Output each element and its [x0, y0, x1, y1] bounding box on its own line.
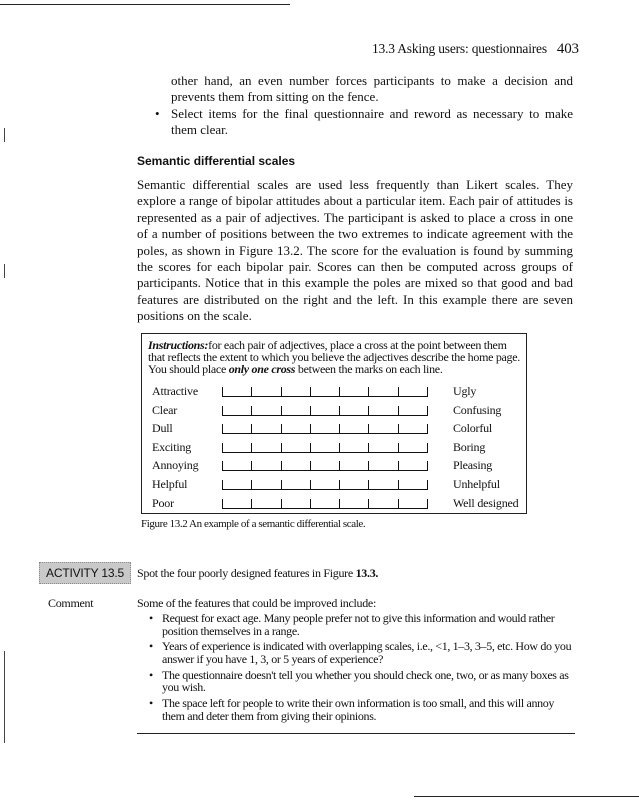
end-rule — [137, 733, 575, 734]
scale-tick — [339, 461, 340, 471]
scale-tick — [281, 387, 282, 397]
comment-intro: Some of the features that could be improved include: — [137, 596, 376, 610]
scale-row — [152, 420, 522, 438]
scale-tick — [427, 424, 428, 434]
scale-tick — [251, 461, 252, 471]
section-title: 13.3 Asking users: questionnaires — [372, 41, 547, 56]
page-number: 403 — [556, 41, 579, 57]
left-adjective: Annoying — [152, 458, 199, 473]
scale-tick — [222, 480, 223, 490]
scale-tick — [339, 406, 340, 416]
intro-bullet — [155, 106, 573, 139]
scale-row — [152, 476, 522, 494]
right-adjective: Pleasing — [453, 458, 493, 473]
scale-tick — [427, 499, 428, 509]
scale-tick — [310, 461, 311, 471]
scale-tick — [368, 480, 369, 490]
left-adjective: Attractive — [152, 384, 198, 398]
scale-tick — [339, 480, 340, 490]
scale-tick — [251, 499, 252, 509]
scale-line[interactable] — [222, 405, 428, 416]
activity-text — [137, 566, 378, 581]
bullet-icon: • — [155, 106, 160, 121]
margin-bar — [4, 128, 5, 142]
scale-tick — [368, 499, 369, 509]
scale-line[interactable] — [222, 386, 428, 397]
scale-tick — [398, 461, 399, 471]
scale-tick — [368, 443, 369, 453]
scale-tick — [222, 461, 223, 471]
scale-tick — [222, 387, 223, 397]
instructions-label: Instructions: — [148, 338, 209, 352]
scale-tick — [398, 387, 399, 397]
bullet-icon: • — [149, 667, 153, 682]
scale-tick — [368, 387, 369, 397]
scale-tick — [398, 480, 399, 490]
margin-bar — [4, 651, 5, 743]
scale-tick — [251, 387, 252, 397]
scale-line[interactable] — [222, 460, 428, 471]
scale-tick — [281, 424, 282, 434]
scale-tick — [398, 424, 399, 434]
right-adjective: Boring — [453, 439, 486, 454]
left-adjective: Clear — [152, 402, 177, 417]
scale-tick — [222, 499, 223, 509]
scale-tick — [251, 406, 252, 416]
left-adjective: Dull — [152, 421, 173, 436]
scale-tick — [398, 443, 399, 453]
left-adjective: Exciting — [152, 439, 192, 454]
scale-tick — [427, 443, 428, 453]
scale-row — [152, 383, 522, 401]
scale-tick — [339, 424, 340, 434]
scale-tick — [398, 499, 399, 509]
scale-row — [152, 457, 522, 475]
scale-tick — [427, 461, 428, 471]
section-heading: Semantic differential scales — [137, 154, 296, 168]
instructions-text: for each pair of adjectives, place a cross at the point between them that reflects the extent to which you believe the adjectives describe the home page. You should place — [148, 338, 520, 377]
list-item: • Years of experience is indicated with overlapping scales, i.e., <1, 1–3, 3–5, etc. How do you answer if you have 1, 3, or 5 years of experience? — [149, 639, 572, 666]
bullet-icon: • — [149, 696, 153, 711]
intro-bullet-text: Select items for the final questionnaire and reword as necessary to make them clear. — [171, 106, 573, 138]
scale-tick — [281, 499, 282, 509]
scale-tick — [368, 424, 369, 434]
scale-tick — [339, 443, 340, 453]
scale-tick — [398, 406, 399, 416]
right-adjective: Colorful — [453, 421, 493, 436]
bullet-icon: • — [149, 639, 153, 654]
scale-tick — [310, 443, 311, 453]
scale-tick — [251, 443, 252, 453]
scale-tick — [427, 406, 428, 416]
running-header — [372, 41, 579, 58]
scale-tick — [281, 406, 282, 416]
comment-label: Comment — [48, 596, 94, 610]
margin-bar — [4, 264, 5, 278]
scale-tick — [281, 461, 282, 471]
scale-row — [152, 495, 522, 513]
comment-list — [149, 612, 575, 726]
scale-tick — [281, 480, 282, 490]
scale-tick — [310, 424, 311, 434]
scale-tick — [368, 406, 369, 416]
scale-tick — [222, 424, 223, 434]
list-item: • The questionnaire doesn't tell you whether you should check one, two, or as many boxes as you wish. — [149, 667, 569, 695]
left-adjective: Poor — [152, 495, 174, 510]
scale-tick — [368, 461, 369, 471]
bullet-icon: • — [149, 611, 153, 625]
activity-figure-ref: 13.3. — [355, 566, 379, 580]
scale-tick — [251, 480, 252, 490]
scale-tick — [251, 424, 252, 434]
scale-line[interactable] — [222, 442, 428, 453]
scale-line[interactable] — [222, 423, 428, 434]
activity-text-plain: Spot the four poorly designed features in Figure — [137, 566, 353, 580]
instructions-text-end: between the marks on each line. — [297, 362, 443, 377]
scale-line[interactable] — [222, 498, 428, 509]
scale-tick — [222, 443, 223, 453]
right-adjective: Confusing — [453, 402, 502, 417]
scale-line[interactable] — [222, 479, 428, 490]
scale-tick — [281, 443, 282, 453]
instructions-emphasis: only one cross — [228, 362, 296, 377]
scale-tick — [222, 406, 223, 416]
top-rule — [0, 4, 290, 5]
left-adjective: Helpful — [152, 477, 188, 491]
bottom-rule — [414, 796, 639, 797]
scale-tick — [427, 480, 428, 490]
right-adjective: Unhelpful — [453, 477, 500, 491]
scale-tick — [310, 406, 311, 416]
right-adjective: Well designed — [453, 495, 519, 510]
intro-continuation: other hand, an even number forces participants to make a decision and prevents them from sitting on the fence. — [171, 73, 573, 105]
scale-tick — [310, 499, 311, 509]
scale-row — [152, 402, 522, 420]
section-paragraph: Semantic differential scales are used less frequently than Likert scales. They explore a range of bipolar attitudes about a particular item. Each pair of attitudes is represented as a pair of adjectives. The participant is asked to place a cross in one of a number of positions between the two extremes to indicate agreement with the poles, as shown in Figure 13.2. The score for the evaluation is found by summing the scores for each bipolar pair. Scores can then be computed across groups of participants. Notice that in this example the poles are mixed so that good and bad features are distributed on the right and the left. In this example there are seven positions on the scale. — [137, 177, 573, 324]
figure-caption: Figure 13.2 An example of a semantic differential scale. — [141, 518, 366, 530]
list-item: • Request for exact age. Many people prefer not to give this information and would rather position themselves in a range. — [149, 611, 555, 638]
figure-instructions — [148, 339, 520, 376]
activity-badge: ACTIVITY 13.5 — [39, 562, 131, 584]
scale-tick — [310, 387, 311, 397]
right-adjective: Ugly — [453, 384, 477, 398]
scale-tick — [339, 499, 340, 509]
scale-row — [152, 439, 522, 457]
list-item: • The space left for people to write their own information is too small, and this will annoy them and deter them from giving their opinions. — [149, 696, 555, 723]
scale-tick — [339, 387, 340, 397]
scale-tick — [427, 387, 428, 397]
scale-tick — [310, 480, 311, 490]
